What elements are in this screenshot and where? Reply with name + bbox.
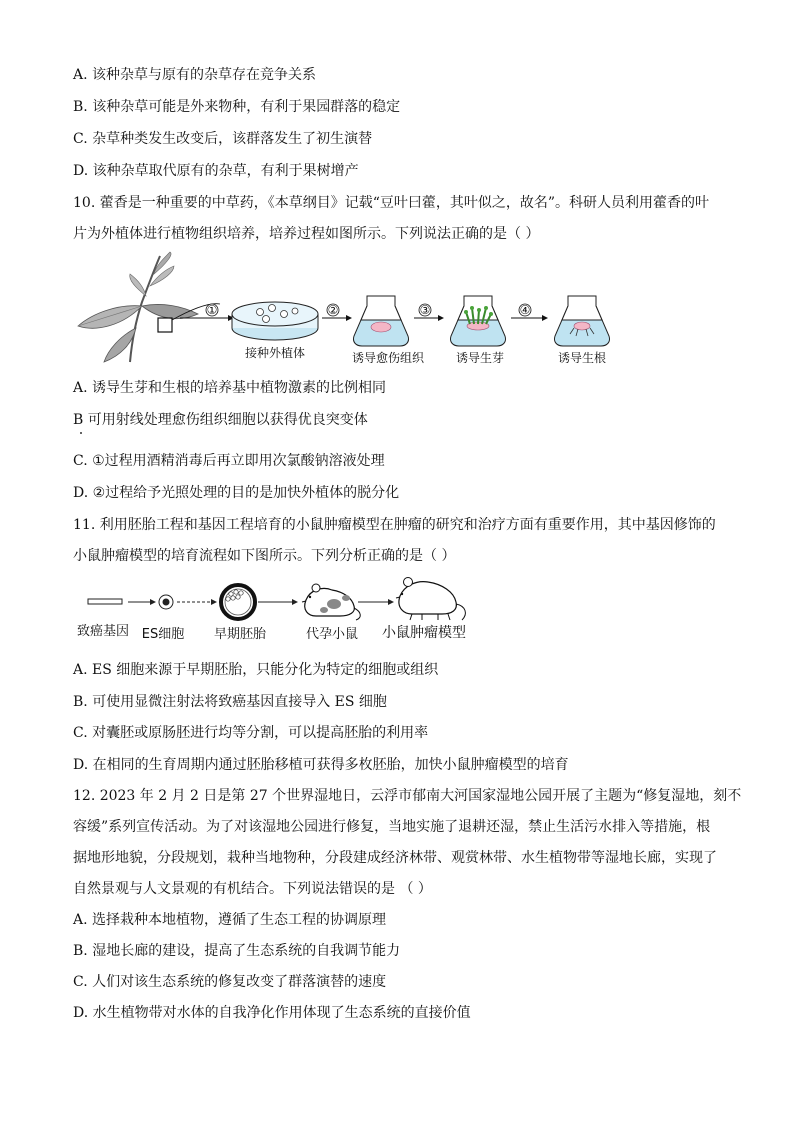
q9-option-b: B. 该种杂草可能是外来物种，有利于果园群落的稳定 xyxy=(73,99,401,115)
flask-callus xyxy=(353,296,408,346)
label-es-cell: ES细胞 xyxy=(141,627,185,642)
q12-option-c: C. 人们对该生态系统的修复改变了群落演替的速度 xyxy=(73,974,387,990)
q10-stem-line1: 10. 藿香是一种重要的中草药，《本草纲目》记载“豆叶曰藿，其叶似之，故名”。科研人员利用藿香的叶 xyxy=(73,195,710,211)
plant-illustration xyxy=(78,252,220,362)
q10-tissue-culture-figure xyxy=(70,250,630,372)
step-1-label: ① xyxy=(206,303,218,317)
stray-dot xyxy=(80,432,82,434)
q11-option-c: C. 对囊胚或原肠胚进行均等分割，可以提高胚胎的利用率 xyxy=(73,725,429,741)
early-embryo-icon xyxy=(221,585,255,619)
q9-option-a: A. 该种杂草与原有的杂草存在竞争关系 xyxy=(73,67,317,83)
label-induce-callus: 诱导愈伤组织 xyxy=(351,351,425,365)
q9-option-c: C. 杂草种类发生改变后，该群落发生了初生演替 xyxy=(73,131,373,147)
q10-option-d: D. ②过程给予光照处理的目的是加快外植体的脱分化 xyxy=(73,485,400,501)
tumor-model-mouse-icon xyxy=(396,578,465,621)
flask-shoots xyxy=(450,296,505,346)
q12-stem-line2: 容缓”系列宣传活动。为了对该湿地公园进行修复，当地实施了退耕还湿，禁止生活污水排入等措施，根 xyxy=(73,819,711,835)
q12-option-b: B. 湿地长廊的建设，提高了生态系统的自我调节能力 xyxy=(73,943,401,959)
step-2-label: ② xyxy=(327,303,339,317)
q12-stem-line3: 据地形地貌，分段规划，栽种当地物种，分段建成经济林带、观赏林带、水生植物带等湿地长廊，实现了 xyxy=(73,850,717,866)
q12-option-a: A. 选择栽种本地植物，遵循了生态工程的协调原理 xyxy=(73,912,387,928)
q10-option-b: B 可用射线处理愈伤组织细胞以获得优良突变体 xyxy=(73,412,368,428)
q12-option-d: D. 水生植物带对水体的自我净化作用体现了生态系统的直接价值 xyxy=(73,1005,471,1021)
q10-option-a: A. 诱导生芽和生根的培养基中植物激素的比例相同 xyxy=(73,380,387,396)
label-inoculate-explant: 接种外植体 xyxy=(244,346,306,360)
petri-dish xyxy=(232,302,318,340)
flask-roots xyxy=(554,296,609,346)
q11-option-b: B. 可使用显微注射法将致癌基因直接导入 ES 细胞 xyxy=(73,694,387,710)
surrogate-mouse-icon xyxy=(302,584,360,620)
q11-stem-line2: 小鼠肿瘤模型的培育流程如下图所示。下列分析正确的是（ ） xyxy=(73,548,456,564)
step-3-label: ③ xyxy=(419,303,431,317)
label-surrogate-mouse: 代孕小鼠 xyxy=(305,627,359,642)
label-induce-roots: 诱导生根 xyxy=(557,351,607,365)
label-oncogene: 致癌基因 xyxy=(76,624,130,639)
oncogene-bar xyxy=(88,599,122,604)
label-early-embryo: 早期胚胎 xyxy=(213,627,267,642)
q9-option-d: D. 该种杂草取代原有的杂草，有利于果树增产 xyxy=(73,163,359,179)
q11-mouse-model-figure xyxy=(70,572,490,644)
q10-stem-line2: 片为外植体进行植物组织培养，培养过程如图所示。下列说法正确的是（ ） xyxy=(73,226,540,242)
q11-stem-line1: 11. 利用胚胎工程和基因工程培育的小鼠肿瘤模型在肿瘤的研究和治疗方面有重要作用，其中基因修饰的 xyxy=(73,517,716,533)
q10-option-c: C. ①过程用酒精消毒后再立即用次氯酸钠溶液处理 xyxy=(73,453,385,469)
q12-stem-line4: 自然景观与人文景观的有机结合。下列说法错误的是 （ ） xyxy=(73,881,432,897)
step-4-label: ④ xyxy=(519,303,531,317)
q11-option-a: A. ES 细胞来源于早期胚胎，只能分化为特定的细胞或组织 xyxy=(73,662,439,678)
q12-stem-line1: 12. 2023 年 2 月 2 日是第 27 个世界湿地日，云浮市郁南大河国家湿地公园开展了主题为“修复湿地，刻不 xyxy=(73,788,742,804)
label-tumor-mouse-model: 小鼠肿瘤模型 xyxy=(382,625,466,641)
label-induce-shoots: 诱导生芽 xyxy=(455,351,505,365)
q11-option-d: D. 在相同的生育周期内通过胚胎移植可获得多枚胚胎，加快小鼠肿瘤模型的培育 xyxy=(73,757,569,773)
